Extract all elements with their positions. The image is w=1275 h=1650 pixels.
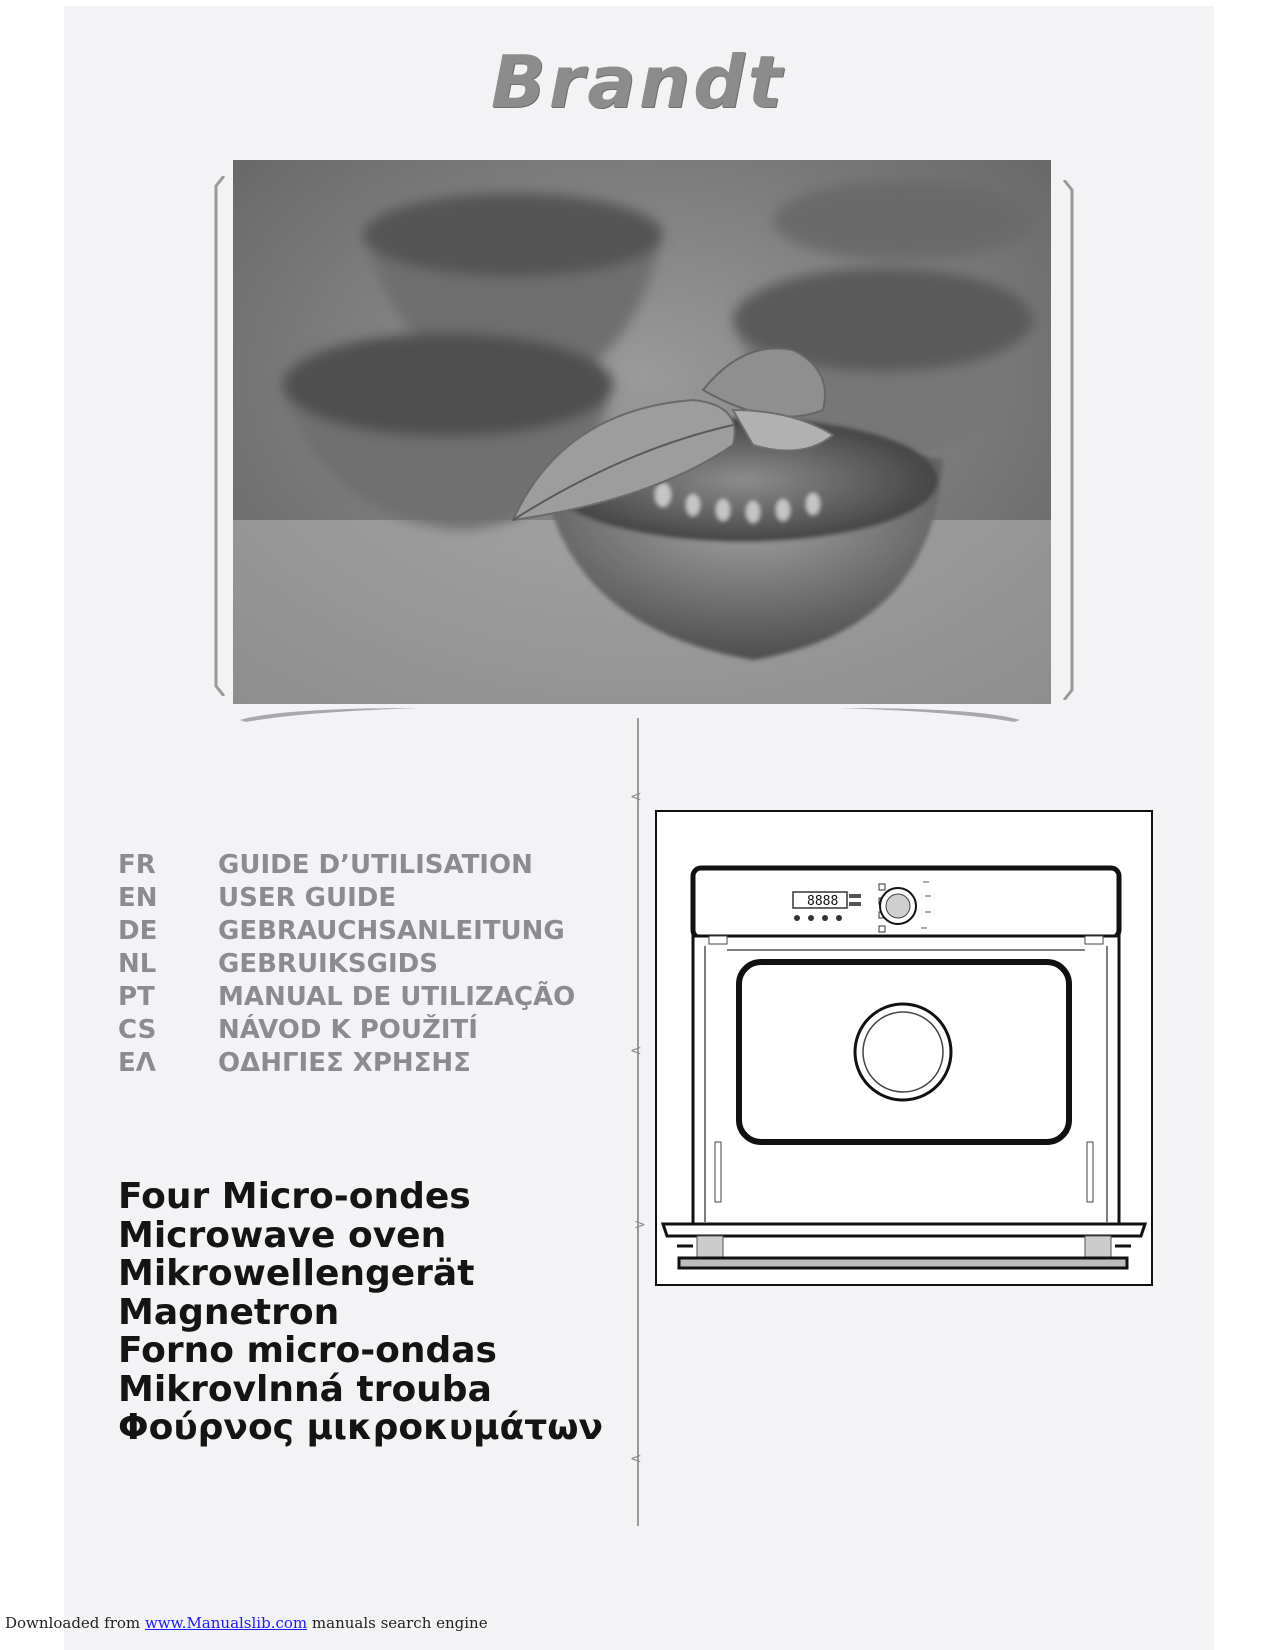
guide-title: USER GUIDE bbox=[218, 882, 397, 913]
logo-text: Brandt bbox=[490, 40, 786, 124]
tomato-photo bbox=[233, 160, 1051, 704]
guide-title: GUIDE D’UTILISATION bbox=[218, 849, 533, 880]
footer-suffix: manuals search engine bbox=[311, 1614, 488, 1632]
guide-title: ΟΔΗΓΙΕΣ ΧΡΗΣΗΣ bbox=[218, 1047, 471, 1078]
language-row bbox=[118, 848, 575, 881]
product-name: Microwave oven bbox=[118, 1214, 447, 1256]
language-row bbox=[118, 1046, 575, 1079]
language-row bbox=[118, 881, 575, 914]
product-name: Mikrovlnná trouba bbox=[118, 1368, 492, 1410]
language-code: NL bbox=[118, 948, 157, 979]
right-swoosh bbox=[840, 706, 1020, 722]
product-name: Forno micro-ondas bbox=[118, 1330, 497, 1371]
footer-prefix: Downloaded from bbox=[5, 1614, 141, 1632]
divider-notch: < bbox=[630, 1451, 642, 1467]
language-row bbox=[118, 1013, 575, 1046]
product-name: Magnetron bbox=[118, 1291, 340, 1333]
language-code: CS bbox=[118, 1014, 157, 1045]
divider-notch: < bbox=[630, 1043, 642, 1059]
oven-display-digits: 8888 bbox=[807, 894, 839, 909]
left-swoosh bbox=[240, 706, 420, 722]
language-row bbox=[118, 947, 575, 980]
divider-notch: < bbox=[630, 789, 642, 805]
brandt-logo bbox=[468, 40, 808, 124]
product-name: Mikrowellengerät bbox=[118, 1253, 475, 1294]
language-code: ΕΛ bbox=[118, 1047, 156, 1078]
language-row bbox=[118, 914, 575, 947]
guide-title: NÁVOD K POUŽITÍ bbox=[218, 1014, 478, 1045]
product-name: Φούρνος μικροκυμάτων bbox=[118, 1407, 604, 1448]
language-code: PT bbox=[118, 981, 155, 1012]
language-row bbox=[118, 980, 575, 1013]
guide-title: GEBRAUCHSANLEITUNG bbox=[218, 915, 565, 946]
guide-title: GEBRUIKSGIDS bbox=[218, 948, 438, 979]
language-code: DE bbox=[118, 915, 158, 946]
divider-notch: > bbox=[634, 1217, 646, 1233]
vertical-divider bbox=[637, 718, 639, 1526]
download-footer bbox=[5, 1614, 488, 1632]
oven-illustration bbox=[655, 810, 1153, 1286]
guide-title: MANUAL DE UTILIZAÇÃO bbox=[218, 981, 576, 1012]
photo-left-bracket bbox=[214, 176, 226, 696]
language-code: EN bbox=[118, 882, 158, 913]
product-name: Four Micro-ondes bbox=[118, 1176, 471, 1217]
product-name-list bbox=[118, 1178, 603, 1448]
language-code: FR bbox=[118, 849, 156, 880]
manualslib-link[interactable]: www.Manualslib.com bbox=[144, 1614, 308, 1632]
photo-right-bracket bbox=[1062, 180, 1074, 700]
language-list bbox=[118, 848, 575, 1079]
